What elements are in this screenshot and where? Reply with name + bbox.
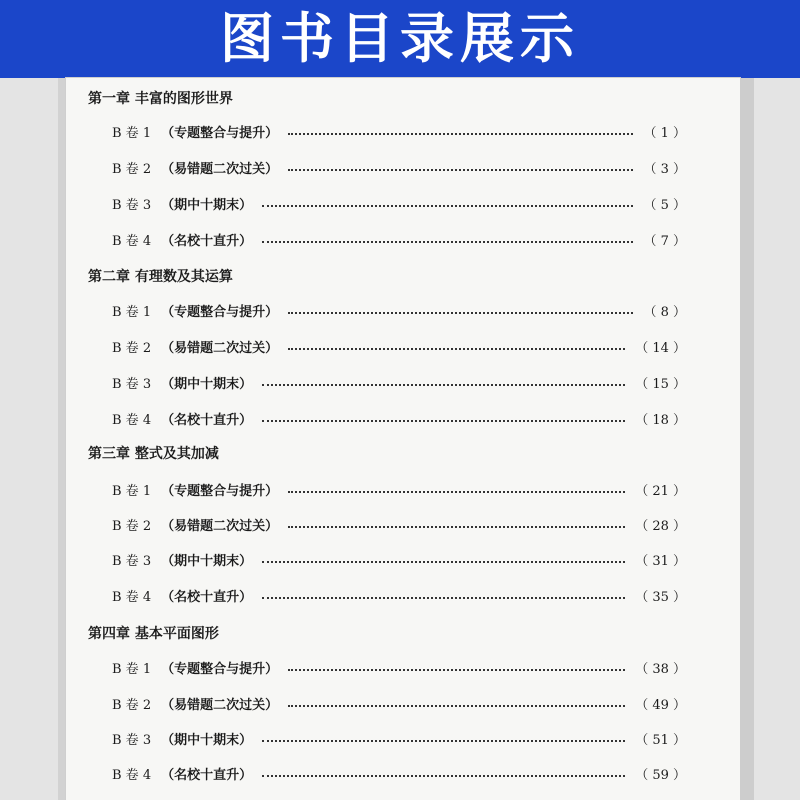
toc-entry[interactable] (112, 157, 686, 177)
page-number: （ 7 ） (643, 233, 686, 249)
volume-desc: （专题整合与提升） (161, 661, 279, 677)
volume-label: B 卷 3 (112, 553, 152, 569)
chapter-title: 第三章 整式及其加减 (88, 446, 219, 462)
dot-leader (262, 561, 625, 563)
volume-desc: （专题整合与提升） (161, 125, 279, 141)
chapter-title: 第四章 基本平面图形 (88, 626, 219, 642)
toc-entry[interactable] (112, 549, 686, 569)
dot-leader (288, 169, 633, 171)
dot-leader (262, 205, 633, 207)
page-number: （ 3 ） (643, 161, 686, 177)
dot-leader (288, 133, 633, 135)
volume-desc: （易错题二次过关） (161, 340, 279, 356)
banner (0, 0, 800, 78)
toc-entry[interactable] (112, 763, 686, 783)
dot-leader (288, 705, 625, 707)
dot-leader (288, 669, 625, 671)
dot-leader (262, 740, 625, 742)
page-number: （ 14 ） (635, 340, 686, 356)
chapter-title: 第二章 有理数及其运算 (88, 269, 233, 285)
page-number: （ 51 ） (635, 732, 686, 748)
page-number: （ 49 ） (635, 697, 686, 713)
toc-entry[interactable] (112, 372, 686, 392)
toc-entry[interactable] (112, 336, 686, 356)
volume-label: B 卷 3 (112, 732, 152, 748)
volume-label: B 卷 4 (112, 233, 152, 249)
volume-desc: （期中十期末） (161, 732, 253, 748)
chapter-title: 第一章 丰富的图形世界 (88, 91, 233, 107)
toc-entry[interactable] (112, 728, 686, 748)
volume-desc: （名校十直升） (161, 767, 253, 783)
toc-entry[interactable] (112, 479, 686, 499)
dot-leader (262, 775, 625, 777)
volume-desc: （专题整合与提升） (161, 483, 279, 499)
page-number: （ 35 ） (635, 589, 686, 605)
dot-leader (288, 526, 625, 528)
page-number: （ 21 ） (635, 483, 686, 499)
page-number: （ 31 ） (635, 553, 686, 569)
toc-entry[interactable] (112, 193, 686, 213)
volume-label: B 卷 4 (112, 589, 152, 605)
volume-label: B 卷 1 (112, 304, 152, 320)
page-edge-left (58, 78, 66, 800)
dot-leader (288, 312, 633, 314)
page-edge-right (740, 78, 754, 800)
dot-leader (262, 597, 625, 599)
page-number: （ 8 ） (643, 304, 686, 320)
page-number: （ 15 ） (635, 376, 686, 392)
volume-desc: （专题整合与提升） (161, 304, 279, 320)
toc-entry[interactable] (112, 408, 686, 428)
toc-entry[interactable] (112, 121, 686, 141)
toc-entry[interactable] (112, 300, 686, 320)
volume-desc: （名校十直升） (161, 412, 253, 428)
page-number: （ 1 ） (643, 125, 686, 141)
volume-desc: （易错题二次过关） (161, 697, 279, 713)
volume-label: B 卷 3 (112, 197, 152, 213)
volume-label: B 卷 2 (112, 340, 152, 356)
toc-page (66, 78, 740, 800)
banner-title: 图书目录展示 (220, 7, 580, 70)
volume-desc: （名校十直升） (161, 233, 253, 249)
dot-leader (288, 348, 625, 350)
toc-entry[interactable] (112, 585, 686, 605)
volume-label: B 卷 3 (112, 376, 152, 392)
volume-desc: （易错题二次过关） (161, 518, 279, 534)
dot-leader (262, 420, 625, 422)
volume-desc: （期中十期末） (161, 197, 253, 213)
dot-leader (288, 491, 625, 493)
volume-desc: （易错题二次过关） (161, 161, 279, 177)
toc-entry[interactable] (112, 693, 686, 713)
volume-label: B 卷 1 (112, 125, 152, 141)
page-number: （ 18 ） (635, 412, 686, 428)
volume-label: B 卷 4 (112, 767, 152, 783)
volume-label: B 卷 2 (112, 518, 152, 534)
dot-leader (262, 241, 633, 243)
volume-label: B 卷 1 (112, 483, 152, 499)
toc-entry[interactable] (112, 657, 686, 677)
dot-leader (262, 384, 625, 386)
page-number: （ 28 ） (635, 518, 686, 534)
page-number: （ 5 ） (643, 197, 686, 213)
volume-desc: （名校十直升） (161, 589, 253, 605)
page-number: （ 38 ） (635, 661, 686, 677)
volume-desc: （期中十期末） (161, 553, 253, 569)
toc-entry[interactable] (112, 514, 686, 534)
toc-entry[interactable] (112, 229, 686, 249)
page-number: （ 59 ） (635, 767, 686, 783)
volume-label: B 卷 2 (112, 697, 152, 713)
volume-desc: （期中十期末） (161, 376, 253, 392)
volume-label: B 卷 2 (112, 161, 152, 177)
volume-label: B 卷 4 (112, 412, 152, 428)
volume-label: B 卷 1 (112, 661, 152, 677)
